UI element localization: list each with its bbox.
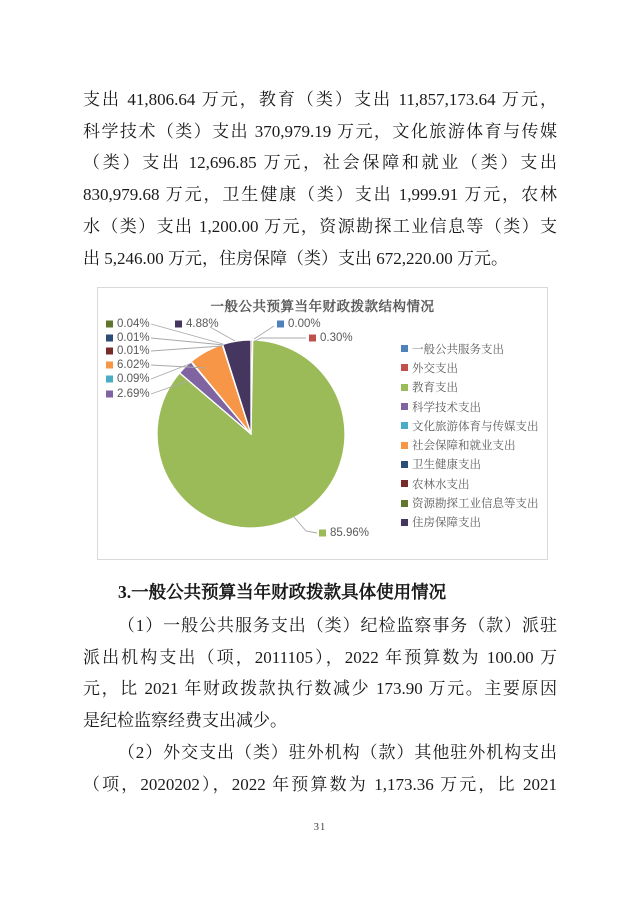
data-label-科学技术支出: 2.69%: [117, 388, 150, 400]
data-label-marker-社会保障和就业支出: [106, 362, 113, 369]
data-label-marker-卫生健康支出: [106, 335, 113, 342]
legend-item: [401, 358, 539, 377]
legend-marker: [401, 403, 408, 410]
text-line: （2）外交支出（类）驻外机构（款）其他驻外机构支出: [117, 742, 557, 762]
data-label-住房保障支出: 4.88%: [186, 318, 219, 330]
text-line: 是纪检监察经费支出减少。: [83, 711, 287, 731]
text-line: 出 5,246.00 万元，住房保障（类）支出 672,220.00 万元。: [83, 248, 508, 268]
data-label-资源勘探工业信息等支出: 0.04%: [117, 318, 150, 330]
legend-item: [401, 435, 539, 454]
text-line: （类）支出 12,696.85 万元，社会保障和就业（类）支出: [83, 153, 557, 173]
chart-title: 一般公共预算当年财政拨款结构情况: [210, 299, 435, 314]
legend-marker: [401, 519, 408, 526]
data-label-农林水支出: 0.01%: [117, 345, 150, 357]
body-paragraph-1: [83, 84, 557, 274]
legend-marker: [401, 384, 408, 391]
chart-legend: [401, 339, 539, 532]
legend-marker: [401, 422, 408, 429]
legend-label: 社会保障和就业支出: [412, 440, 516, 453]
legend-item: [401, 493, 539, 512]
legend-label: 文化旅游体育与传媒支出: [412, 420, 539, 433]
data-label-marker-外交支出: [309, 335, 316, 342]
legend-marker: [401, 442, 408, 449]
legend-label: 一般公共服务支出: [412, 343, 504, 356]
data-label-marker-一般公共服务支出: [277, 321, 284, 328]
text-line: （项，2020202），2022 年预算数为 1,173.36 万元，比 2021: [83, 774, 557, 794]
text-line: 水（类）支出 1,200.00 万元，资源勘探工业信息等（类）支: [83, 216, 557, 236]
legend-item: [401, 455, 539, 474]
legend-marker: [401, 480, 408, 487]
body-paragraph-2: [83, 610, 557, 737]
text-line: （1）一般公共服务支出（类）纪检监察事务（款）派驻: [117, 616, 557, 635]
text-line: 830,979.68 万元，卫生健康（类）支出 1,999.91 万元，农林: [83, 185, 557, 205]
legend-marker: [401, 461, 408, 468]
data-label-marker-科学技术支出: [106, 391, 113, 398]
leader-line-一般公共服务支出: [254, 326, 274, 339]
data-label-外交支出: 0.30%: [320, 332, 353, 344]
data-label-marker-住房保障支出: [175, 321, 182, 328]
legend-label: 资源勘探工业信息等支出: [412, 498, 539, 511]
text-line: 元，比 2021 年财政拨款执行数减少 173.90 万元。主要原因: [83, 679, 557, 699]
section-heading: 3.一般公共预算当年财政拨款具体使用情况: [118, 582, 447, 602]
data-label-一般公共服务支出: 0.00%: [288, 318, 321, 330]
text-line: 科学技术（类）支出 370,979.19 万元，文化旅游体育与传媒: [83, 121, 557, 141]
legend-item: [401, 378, 539, 397]
legend-item: [401, 397, 539, 416]
legend-item: [401, 416, 539, 435]
body-bottom-text: [83, 610, 557, 800]
data-label-社会保障和就业支出: 6.02%: [117, 359, 150, 371]
legend-item: [401, 513, 539, 532]
data-label-marker-教育支出: [319, 530, 326, 537]
legend-item: [401, 474, 539, 493]
text-line: 派出机构支出（项，2011105），2022 年预算数为 100.00 万: [83, 647, 557, 667]
legend-marker: [401, 500, 408, 507]
legend-label: 卫生健康支出: [412, 459, 481, 472]
data-label-卫生健康支出: 0.01%: [117, 332, 150, 344]
legend-label: 教育支出: [412, 382, 458, 395]
legend-label: 外交支出: [412, 362, 458, 375]
page-number: 31: [313, 822, 327, 833]
data-label-文化旅游体育与传媒支出: 0.09%: [117, 373, 150, 385]
leader-line-教育支出: [294, 517, 317, 533]
data-label-教育支出: 85.96%: [330, 527, 370, 539]
legend-label: 科学技术支出: [412, 401, 481, 414]
body-paragraph-3: [83, 737, 557, 800]
data-label-marker-资源勘探工业信息等支出: [106, 321, 113, 328]
legend-marker: [401, 345, 408, 352]
budget-structure-chart: [97, 287, 548, 560]
data-label-marker-农林水支出: [106, 348, 113, 355]
data-label-marker-文化旅游体育与传媒支出: [106, 376, 113, 383]
legend-label: 农林水支出: [412, 478, 470, 491]
legend-label: 住房保障支出: [412, 517, 481, 530]
text-line: 支出 41,806.64 万元，教育（类）支出 11,857,173.64 万元，: [83, 90, 557, 109]
legend-item: [401, 339, 539, 358]
legend-marker: [401, 364, 408, 371]
